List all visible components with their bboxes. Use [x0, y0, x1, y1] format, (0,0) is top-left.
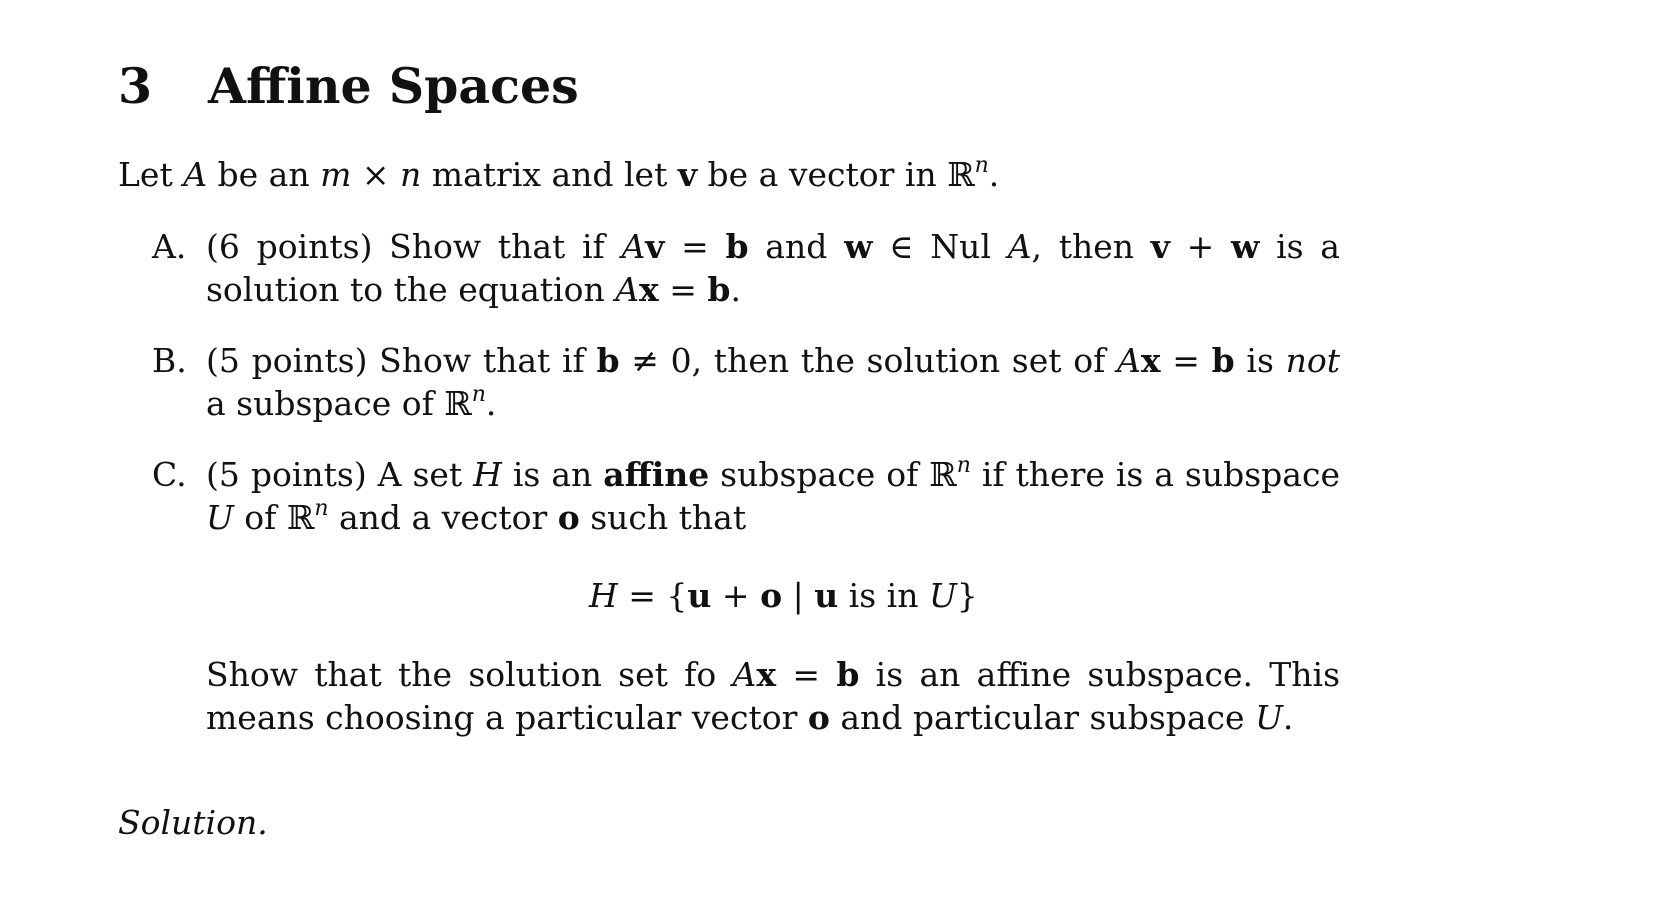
- math-reals: ℝ: [947, 155, 975, 194]
- math-var: A: [732, 655, 757, 694]
- math-op: =: [664, 227, 726, 266]
- text: if there is a subspace: [970, 455, 1340, 494]
- math-vector: b: [836, 655, 860, 694]
- item-c-body: [206, 453, 1340, 539]
- item-a-label: A.: [152, 227, 187, 266]
- math-exponent: n: [314, 496, 329, 521]
- math-exponent: n: [956, 453, 971, 478]
- text: is: [1234, 341, 1286, 380]
- math-exponent: n: [974, 153, 989, 178]
- math-var: A: [621, 227, 646, 266]
- text: , then: [1031, 227, 1151, 266]
- math-var: A: [615, 270, 640, 309]
- text: be an: [207, 155, 321, 194]
- text: (6 points) Show that if: [206, 227, 622, 266]
- math-var: n: [400, 155, 422, 194]
- item-b-body: [206, 339, 1340, 425]
- text: .: [1282, 698, 1294, 737]
- section-title: Affine Spaces: [208, 57, 579, 115]
- math-var: A: [183, 155, 208, 194]
- text: (5 points) A set: [206, 455, 474, 494]
- text: and a vector: [328, 498, 558, 537]
- section-heading: [118, 57, 579, 115]
- text: a subspace of: [206, 384, 445, 423]
- solution-label: Solution.: [118, 803, 268, 842]
- math-op: ×: [351, 155, 401, 194]
- math-vector: o: [760, 576, 783, 615]
- math-var: H: [589, 576, 618, 615]
- followup-paragraph: [206, 653, 1340, 739]
- item-c-label: C.: [152, 455, 187, 494]
- math-reals: ℝ: [929, 455, 957, 494]
- bold-term: affine: [603, 455, 710, 494]
- text: Let: [118, 155, 184, 194]
- math-op: +: [1169, 227, 1231, 266]
- math-var: U: [206, 498, 234, 537]
- math-exponent: n: [471, 382, 486, 407]
- math-var: A: [1007, 227, 1032, 266]
- math-op: |: [782, 576, 815, 615]
- math-vector: w: [1230, 227, 1260, 266]
- section-number: 3: [118, 57, 153, 115]
- math-var: U: [1255, 698, 1283, 737]
- item-a-body: [206, 225, 1340, 311]
- math-vector: o: [557, 498, 580, 537]
- math-vector: b: [1211, 341, 1235, 380]
- math-op: =: [658, 270, 708, 309]
- text: and: [748, 227, 845, 266]
- math-vector: v: [677, 155, 698, 194]
- item-b-label: B.: [152, 341, 187, 380]
- math-vector: x: [756, 655, 777, 694]
- math-vector: x: [1140, 341, 1161, 380]
- math-reals: ℝ: [444, 384, 472, 423]
- text: , then the solution set of: [691, 341, 1118, 380]
- text: of: [233, 498, 287, 537]
- math-vector: b: [596, 341, 620, 380]
- math-vector: u: [814, 576, 839, 615]
- math-op: +: [711, 576, 761, 615]
- math-vector: b: [707, 270, 731, 309]
- intro-paragraph: [118, 153, 999, 196]
- math-vector: o: [807, 698, 830, 737]
- math-var: U: [928, 576, 957, 615]
- math-var: m: [320, 155, 352, 194]
- display-equation: [589, 574, 978, 617]
- math-var: H: [473, 455, 502, 494]
- emphasis: not: [1285, 341, 1340, 380]
- math-op: =: [776, 655, 837, 694]
- text: .: [730, 270, 741, 309]
- text: subspace of: [709, 455, 930, 494]
- text: be a vector in: [697, 155, 948, 194]
- math-op: ≠ 0: [619, 341, 692, 380]
- math-reals: ℝ: [286, 498, 315, 537]
- math-op: = {: [617, 576, 688, 615]
- text: .: [485, 384, 497, 423]
- text: and particular subspace: [829, 698, 1256, 737]
- text: (5 points) Show that if: [206, 341, 597, 380]
- math-vector: v: [645, 227, 665, 266]
- math-vector: x: [639, 270, 659, 309]
- text: is an: [501, 455, 604, 494]
- text: Show that the solution set fo: [206, 655, 733, 694]
- text: is a solution to the equation: [206, 227, 1340, 309]
- text: matrix and let: [421, 155, 678, 194]
- math-vector: b: [725, 227, 749, 266]
- text: such that: [579, 498, 747, 537]
- math-op: ∈ Nul: [872, 227, 1008, 266]
- math-vector: v: [1150, 227, 1170, 266]
- text: is an affine subspace. This means choosing a particular vector: [206, 655, 1340, 737]
- text: is in: [838, 576, 929, 615]
- math-vector: w: [844, 227, 873, 266]
- math-op: }: [956, 576, 978, 615]
- math-var: A: [1117, 341, 1141, 380]
- math-vector: u: [687, 576, 712, 615]
- text: .: [988, 155, 1000, 194]
- math-op: =: [1160, 341, 1212, 380]
